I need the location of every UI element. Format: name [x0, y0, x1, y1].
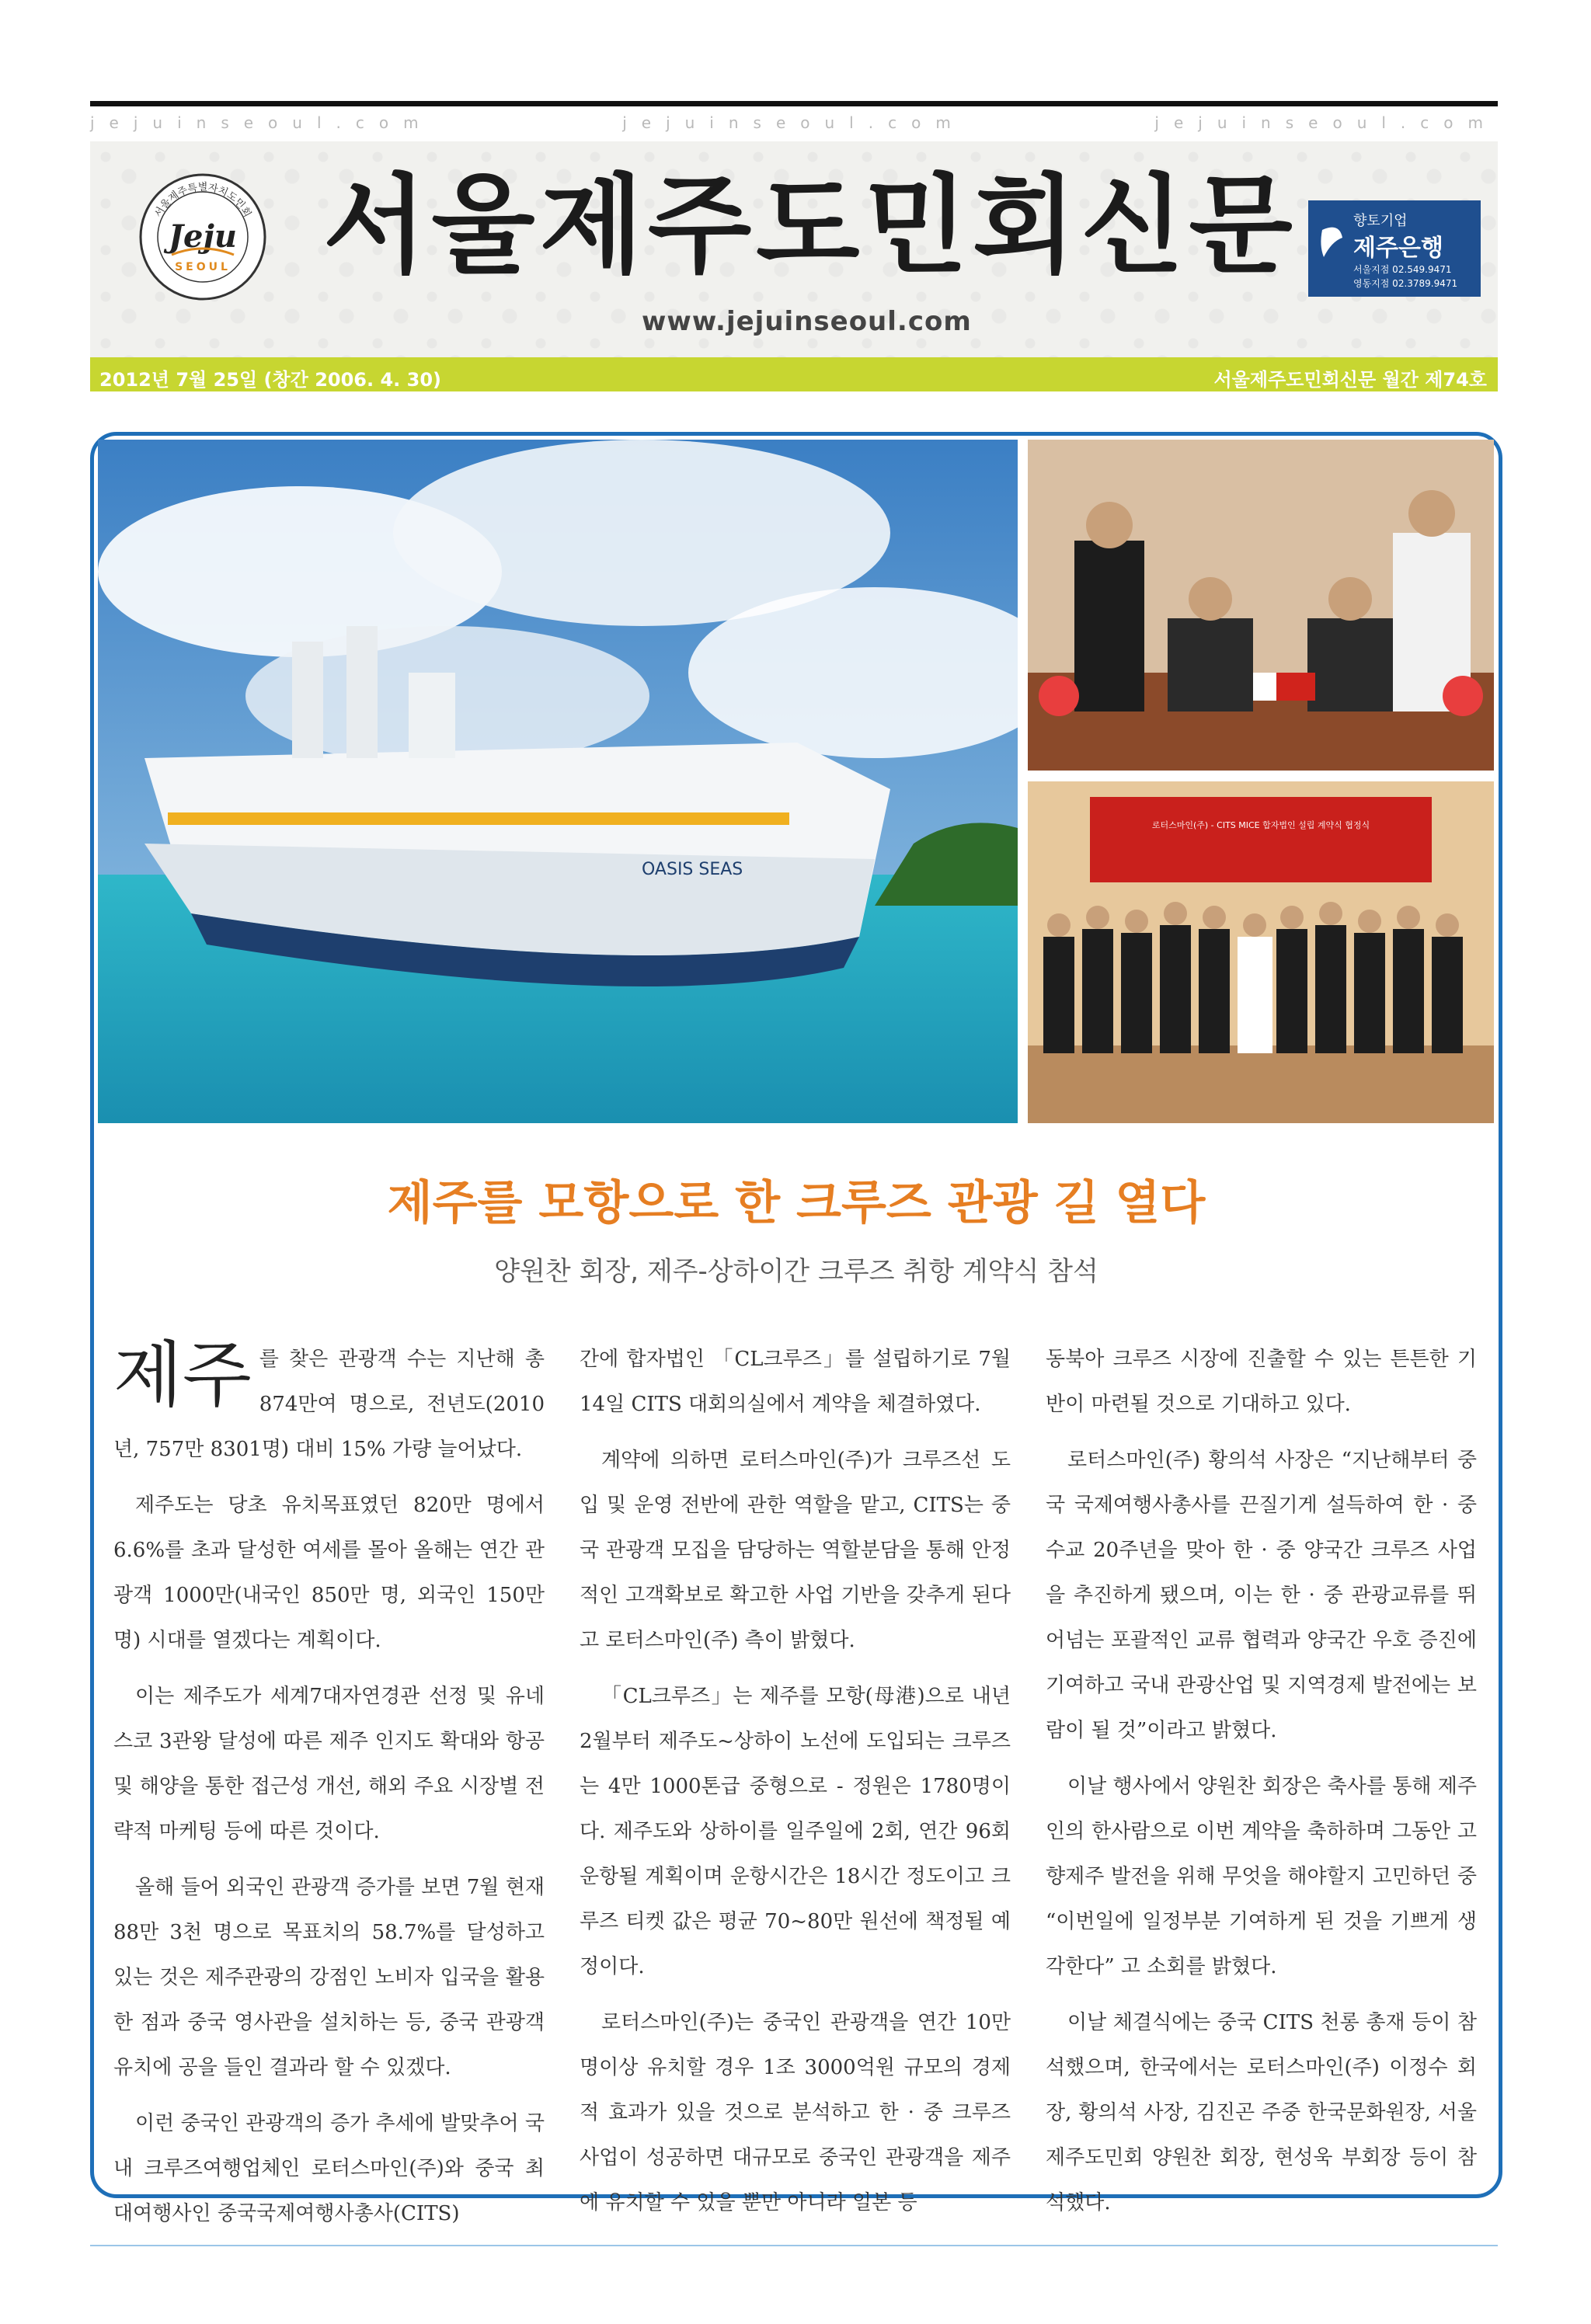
article-paragraph: 제주 를 찾은 관광객 수는 지난해 총 874만여 명으로, 전년도(2010년, 757만 8301명) 대비 15% 가량 늘어났다. — [113, 1334, 545, 1461]
article-column-1 — [113, 1334, 545, 2247]
article-paragraph: 제주도는 당초 유치목표였던 820만 명에서 6.6%를 초과 달성한 여세를 몰아 올해는 연간 관광객 1000만(내국인 850만 명, 외국인 150만 명) 시대를 열겠다는 계획이다. — [113, 1494, 545, 1652]
logo-sub: SEOUL — [175, 261, 231, 273]
feature-article-frame — [90, 432, 1502, 2225]
article-column-2 — [580, 1337, 1011, 2236]
ship-name: OASIS SEAS — [642, 860, 743, 879]
logo-ring-text: 서울제주특별자치도민회 — [152, 182, 253, 220]
article-paragraph: 간에 합자법인 「CL크루즈」를 설립하기로 7월 14일 CITS 대회의실에서 계약을 체결하였다. — [580, 1348, 1011, 1416]
masthead — [90, 141, 1498, 357]
article-paragraph: 이는 제주도가 세계7대자연경관 선정 및 유네스코 3관왕 달성에 따른 제주 인지도 확대와 항공 및 해양을 통한 접근성 개선, 해외 주요 시장별 전략적 마케팅 등에 따른 것이다. — [113, 1685, 545, 1843]
article-paragraph: 올해 들어 외국인 관광객 증가를 보면 7월 현재 88만 3천 명으로 목표치의 58.7%를 달성하고 있는 것은 제주관광의 강점인 노비자 입국을 활용한 점과 중국 영사관을 설치하는 등, 중국 관광객 유치에 공을 들인 결과라 할 수 있겠다. — [113, 1876, 545, 2079]
top-rule — [90, 101, 1498, 106]
url-strip-text: jejuinseoul.com — [1154, 113, 1498, 132]
article-paragraph: 계약에 의하면 로터스마인(주)가 크루즈선 도입 및 운영 전반에 관한 역할을 맡고, CITS는 중국 관광객 모집을 담당하는 역할분담을 통해 안정적인 고객확보로 확고한 사업 기반을 갖추게 된다고 로터스마인(주) 측이 밝혔다. — [580, 1449, 1011, 1652]
article-paragraph: 이날 행사에서 양원찬 회장은 축사를 통해 제주인의 한사람으로 이번 계약을 축하하며 그동안 고향제주 발전을 위해 무엇을 해야할지 고민하던 중 “이번일에 일정부분 기여하게 된 것을 기쁘게 생각한다” 고 소회를 밝혔다. — [1046, 1775, 1477, 1978]
group-photo — [1028, 781, 1494, 1123]
issue-date: 2012년 7월 25일 (창간 2006. 4. 30) — [99, 369, 442, 391]
bank-tagline: 향토기업 — [1353, 213, 1408, 229]
bank-branch: 서울지점 02.549.9471 — [1353, 264, 1452, 275]
banner-text: 로터스마인(주) - CITS MICE 합자법인 설립 계약식 협정식 — [1151, 820, 1370, 830]
url-strip — [90, 113, 1498, 137]
jeju-bank-ad[interactable] — [1308, 200, 1481, 297]
article-paragraph: 이런 중국인 관광객의 증가 추세에 발맞추어 국내 크루즈여행업체인 로터스마인(주)와 중국 최대여행사인 중국국제여행사총사(CITS) — [113, 2112, 545, 2225]
article-column-3 — [1046, 1337, 1477, 2236]
cruise-ship-photo — [98, 440, 1018, 1123]
dropcap: 제주 — [113, 1334, 252, 1417]
jeju-seoul-logo — [137, 171, 269, 303]
signing-ceremony-photo — [1028, 440, 1494, 771]
website-url[interactable]: www.jejuinseoul.com — [642, 306, 972, 337]
footer-rule — [90, 2245, 1498, 2246]
date-bar — [90, 357, 1498, 391]
bank-name: 제주은행 — [1353, 235, 1443, 262]
article-paragraph: 로터스마인(주) 황의석 사장은 “지난해부터 중국 국제여행사총사를 끈질기게 설득하여 한 · 중 수교 20주년을 맞아 한 · 중 양국간 크루즈 사업을 추진하게 됐으며, 이는 한 · 중 관광교류를 뛰어넘는 포괄적인 교류 협력과 양국간 우호 증진에 기여하고 국내 관광산업 및 지역경제 발전에는 보람이 될 것”이라고 밝혔다. — [1046, 1449, 1477, 1742]
url-strip-text: jejuinseoul.com — [90, 113, 433, 132]
article-paragraph: 이날 체결식에는 중국 CITS 천롱 총재 등이 참석했으며, 한국에서는 로터스마인(주) 이정수 회장, 황의석 사장, 김진곤 주중 한국문화원장, 서울제주도민회 양원찬 회장, 현성욱 부회장 등이 참석했다. — [1046, 2011, 1477, 2214]
logo-word: Jeju — [169, 218, 237, 255]
article-paragraph: 로터스마인(주)는 중국인 관광객을 연간 10만 명이상 유치할 경우 1조 3000억원 규모의 경제적 효과가 있을 것으로 분석하고 한 · 중 크루즈 사업이 성공하면 대규모로 중국인 관광객을 제주에 유치할 수 있을 뿐만 아니라 일본 등 — [580, 2011, 1011, 2214]
issue-number: 서울제주도민회신문 월간 제74호 — [1213, 369, 1487, 391]
newspaper-title: 서울제주도민회신문 — [323, 163, 1297, 288]
url-strip-text: jejuinseoul.com — [622, 113, 966, 132]
article-paragraph: 「CL크루즈」는 제주를 모항(母港)으로 내년 2월부터 제주도~상하이 노선에 도입되는 크루즈는 4만 1000톤급 중형으로 - 정원은 1780명이다. 제주도와 상하이를 일주일에 2회, 연간 96회 운항될 계획이며 운항시간은 18시간 정도이고 크루즈 티켓 값은 평균 70~80만 원선에 책정될 예정이다. — [580, 1685, 1011, 1978]
article-subheadline: 양원찬 회장, 제주-상하이간 크루즈 취항 계약식 참석 — [494, 1256, 1098, 1287]
bank-emblem-icon — [1316, 222, 1349, 269]
article-headline: 제주를 모항으로 한 크루즈 관광 길 열다 — [387, 1176, 1206, 1230]
bank-branch: 영동지점 02.3789.9471 — [1353, 278, 1458, 289]
article-paragraph: 동북아 크루즈 시장에 진출할 수 있는 튼튼한 기반이 마련될 것으로 기대하고 있다. — [1046, 1348, 1477, 1416]
